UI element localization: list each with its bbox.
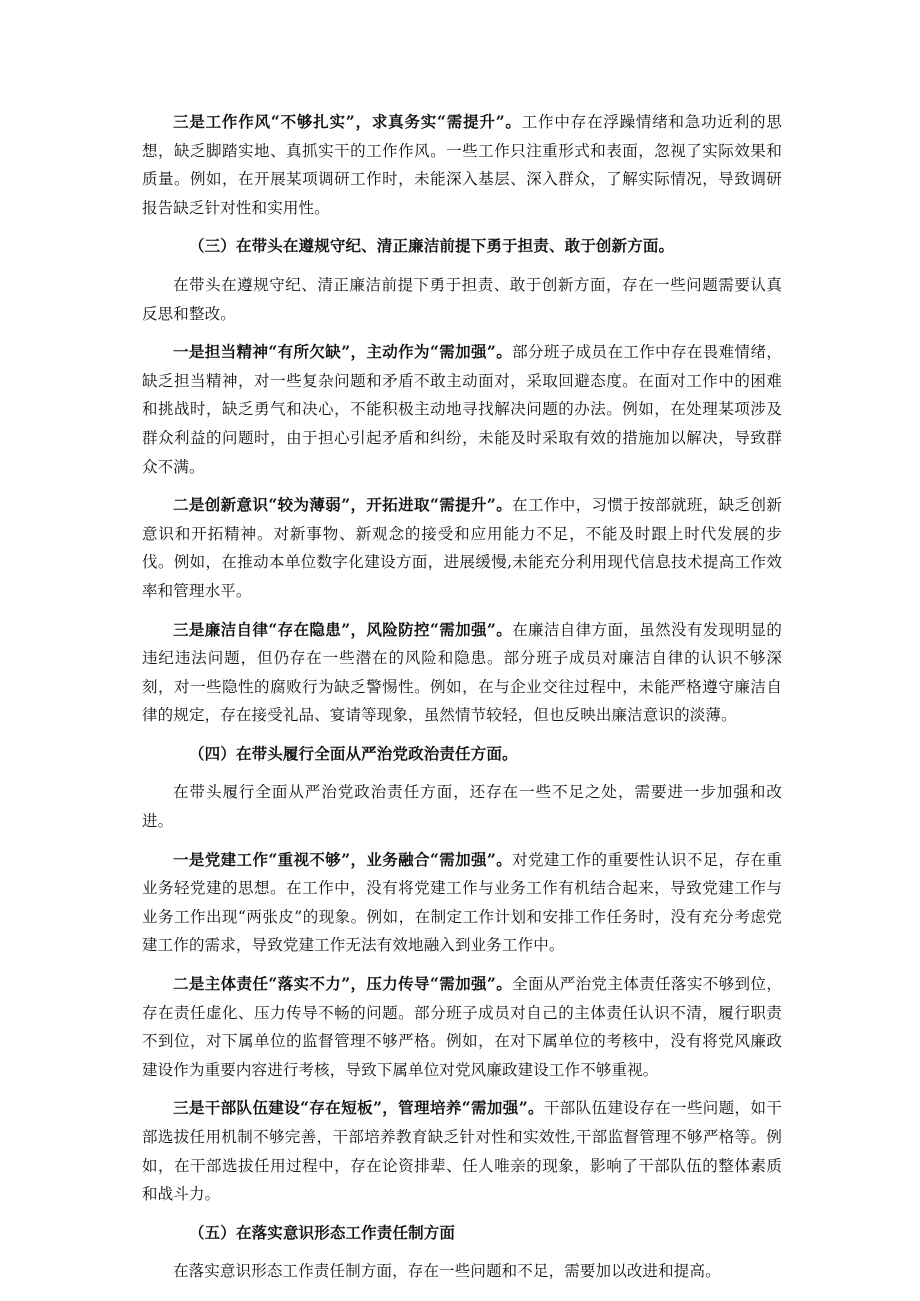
paragraph-body: 部分班子成员在工作中存在畏难情绪，缺乏担当精神，对一些复杂问题和矛盾不敢主动面对，采取回避态度。在面对工作中的困难和挑战时，缺乏勇气和决心，不能积极主动地寻找解决问题的办法。例如，在处理某项涉及群众利益的问题时，由于担心引起矛盾和纠纷，未能及时采取有效的措施加以解决，导致群众不满。 (142, 343, 782, 476)
paragraph (142, 778, 782, 835)
paragraph (142, 970, 782, 1084)
paragraph-lead: 三是廉洁自律“存在隐患”，风险防控“需加强”。 (173, 619, 513, 639)
paragraph-lead: 二是主体责任“落实不力”，压力传导“需加强”。 (173, 974, 513, 994)
paragraph-body: 在廉洁自律方面，虽然没有发现明显的违纪违法问题，但仍存在一些潜在的风险和隐患。部分班子成员对廉洁自律的认识不够深刻，对一些隐性的腐败行为缺乏警惕性。例如，在与企业交往过程中，未能严格遵守廉洁自律的规定，存在接受礼品、宴请等现象，虽然情节较轻，但也反映出廉洁意识的淡薄。 (142, 620, 782, 725)
paragraph-body: 在落实意识形态工作责任制方面，存在一些问题和不足，需要加以改进和提高。 (173, 1262, 721, 1281)
paragraph (142, 846, 782, 960)
paragraph-lead: 二是创新意识“较为薄弱”，开拓进取“需提升”。 (173, 495, 513, 515)
paragraph-lead: 三是干部队伍建设“存在短板”，管理培养“需加强”。 (173, 1098, 544, 1118)
section-heading: （四）在带头履行全面从严治党政治责任方面。 (189, 743, 518, 763)
paragraph-body: 干部队伍建设存在一些问题，如干部选拔任用机制不够完善，干部培养教育缺乏针对性和实效性,干部监督管理不够严格等。例如，在干部选拔任用过程中，存在论资排辈、任人唯亲的现象，影响了干部队伍的整体素质和战斗力。 (142, 1099, 782, 1204)
paragraph (142, 1257, 782, 1286)
section-heading: （三）在带头在遵规守纪、清正廉洁前提下勇于担责、敢于创新方面。 (189, 236, 675, 256)
paragraph (142, 1094, 782, 1208)
paragraph-lead: 一是担当精神“有所欠缺”，主动作为“需加强”。 (173, 342, 513, 362)
paragraph (142, 338, 782, 481)
paragraph-body: 工作中存在浮躁情绪和急功近利的思想，缺乏脚踏实地、真抓实干的工作作风。一些工作只注重形式和表面，忽视了实际效果和质量。例如，在开展某项调研工作时，未能深入基层、深入群众，了解实际情况，导致调研报告缺乏针对性和实用性。 (142, 113, 782, 217)
paragraph (142, 108, 782, 222)
paragraph-lead: 三是工作作风“不够扎实”，求真务实“需提升”。 (173, 112, 522, 131)
paragraph-body: 在带头在遵规守纪、清正廉洁前提下勇于担责、敢于创新方面，存在一些问题需要认真反思和整改。 (142, 275, 782, 323)
paragraph-body: 对党建工作的重要性认识不足，存在重业务轻党建的思想。在工作中，没有将党建工作与业务工作有机结合起来，导致党建工作与业务工作出现“两张皮”的现象。例如，在制定工作计划和安排工作任务时，没有充分考虑党建工作的需求，导致党建工作无法有效地融入到业务工作中。 (142, 850, 782, 955)
paragraph-body: 在工作中，习惯于按部就班，缺乏创新意识和开拓精神。对新事物、新观念的接受和应用能力不足，不能及时跟上时代发展的步伐。例如，在推动本单位数字化建设方面，进展缓慢,未能充分利用现代信息技术提高工作效率和管理水平。 (142, 496, 782, 600)
paragraph-body: 在带头履行全面从严治党政治责任方面，还存在一些不足之处，需要进一步加强和改进。 (142, 783, 782, 831)
document-page (142, 108, 782, 1296)
paragraph (142, 271, 782, 328)
paragraph-body: 全面从严治党主体责任落实不够到位，存在责任虚化、压力传导不畅的问题。部分班子成员对自己的主体责任认识不清，履行职责不到位，对下属单位的监督管理不够严格。例如，在对下属单位的考核中，没有将党风廉政建设作为重要内容进行考核，导致下属单位对党风廉政建设工作不够重视。 (142, 975, 782, 1079)
paragraph (142, 616, 782, 730)
paragraph (142, 491, 782, 605)
section-heading: （五）在落实意识形态工作责任制方面 (189, 1222, 456, 1242)
paragraph-lead: 一是党建工作“重视不够”，业务融合“需加强”。 (173, 849, 513, 869)
